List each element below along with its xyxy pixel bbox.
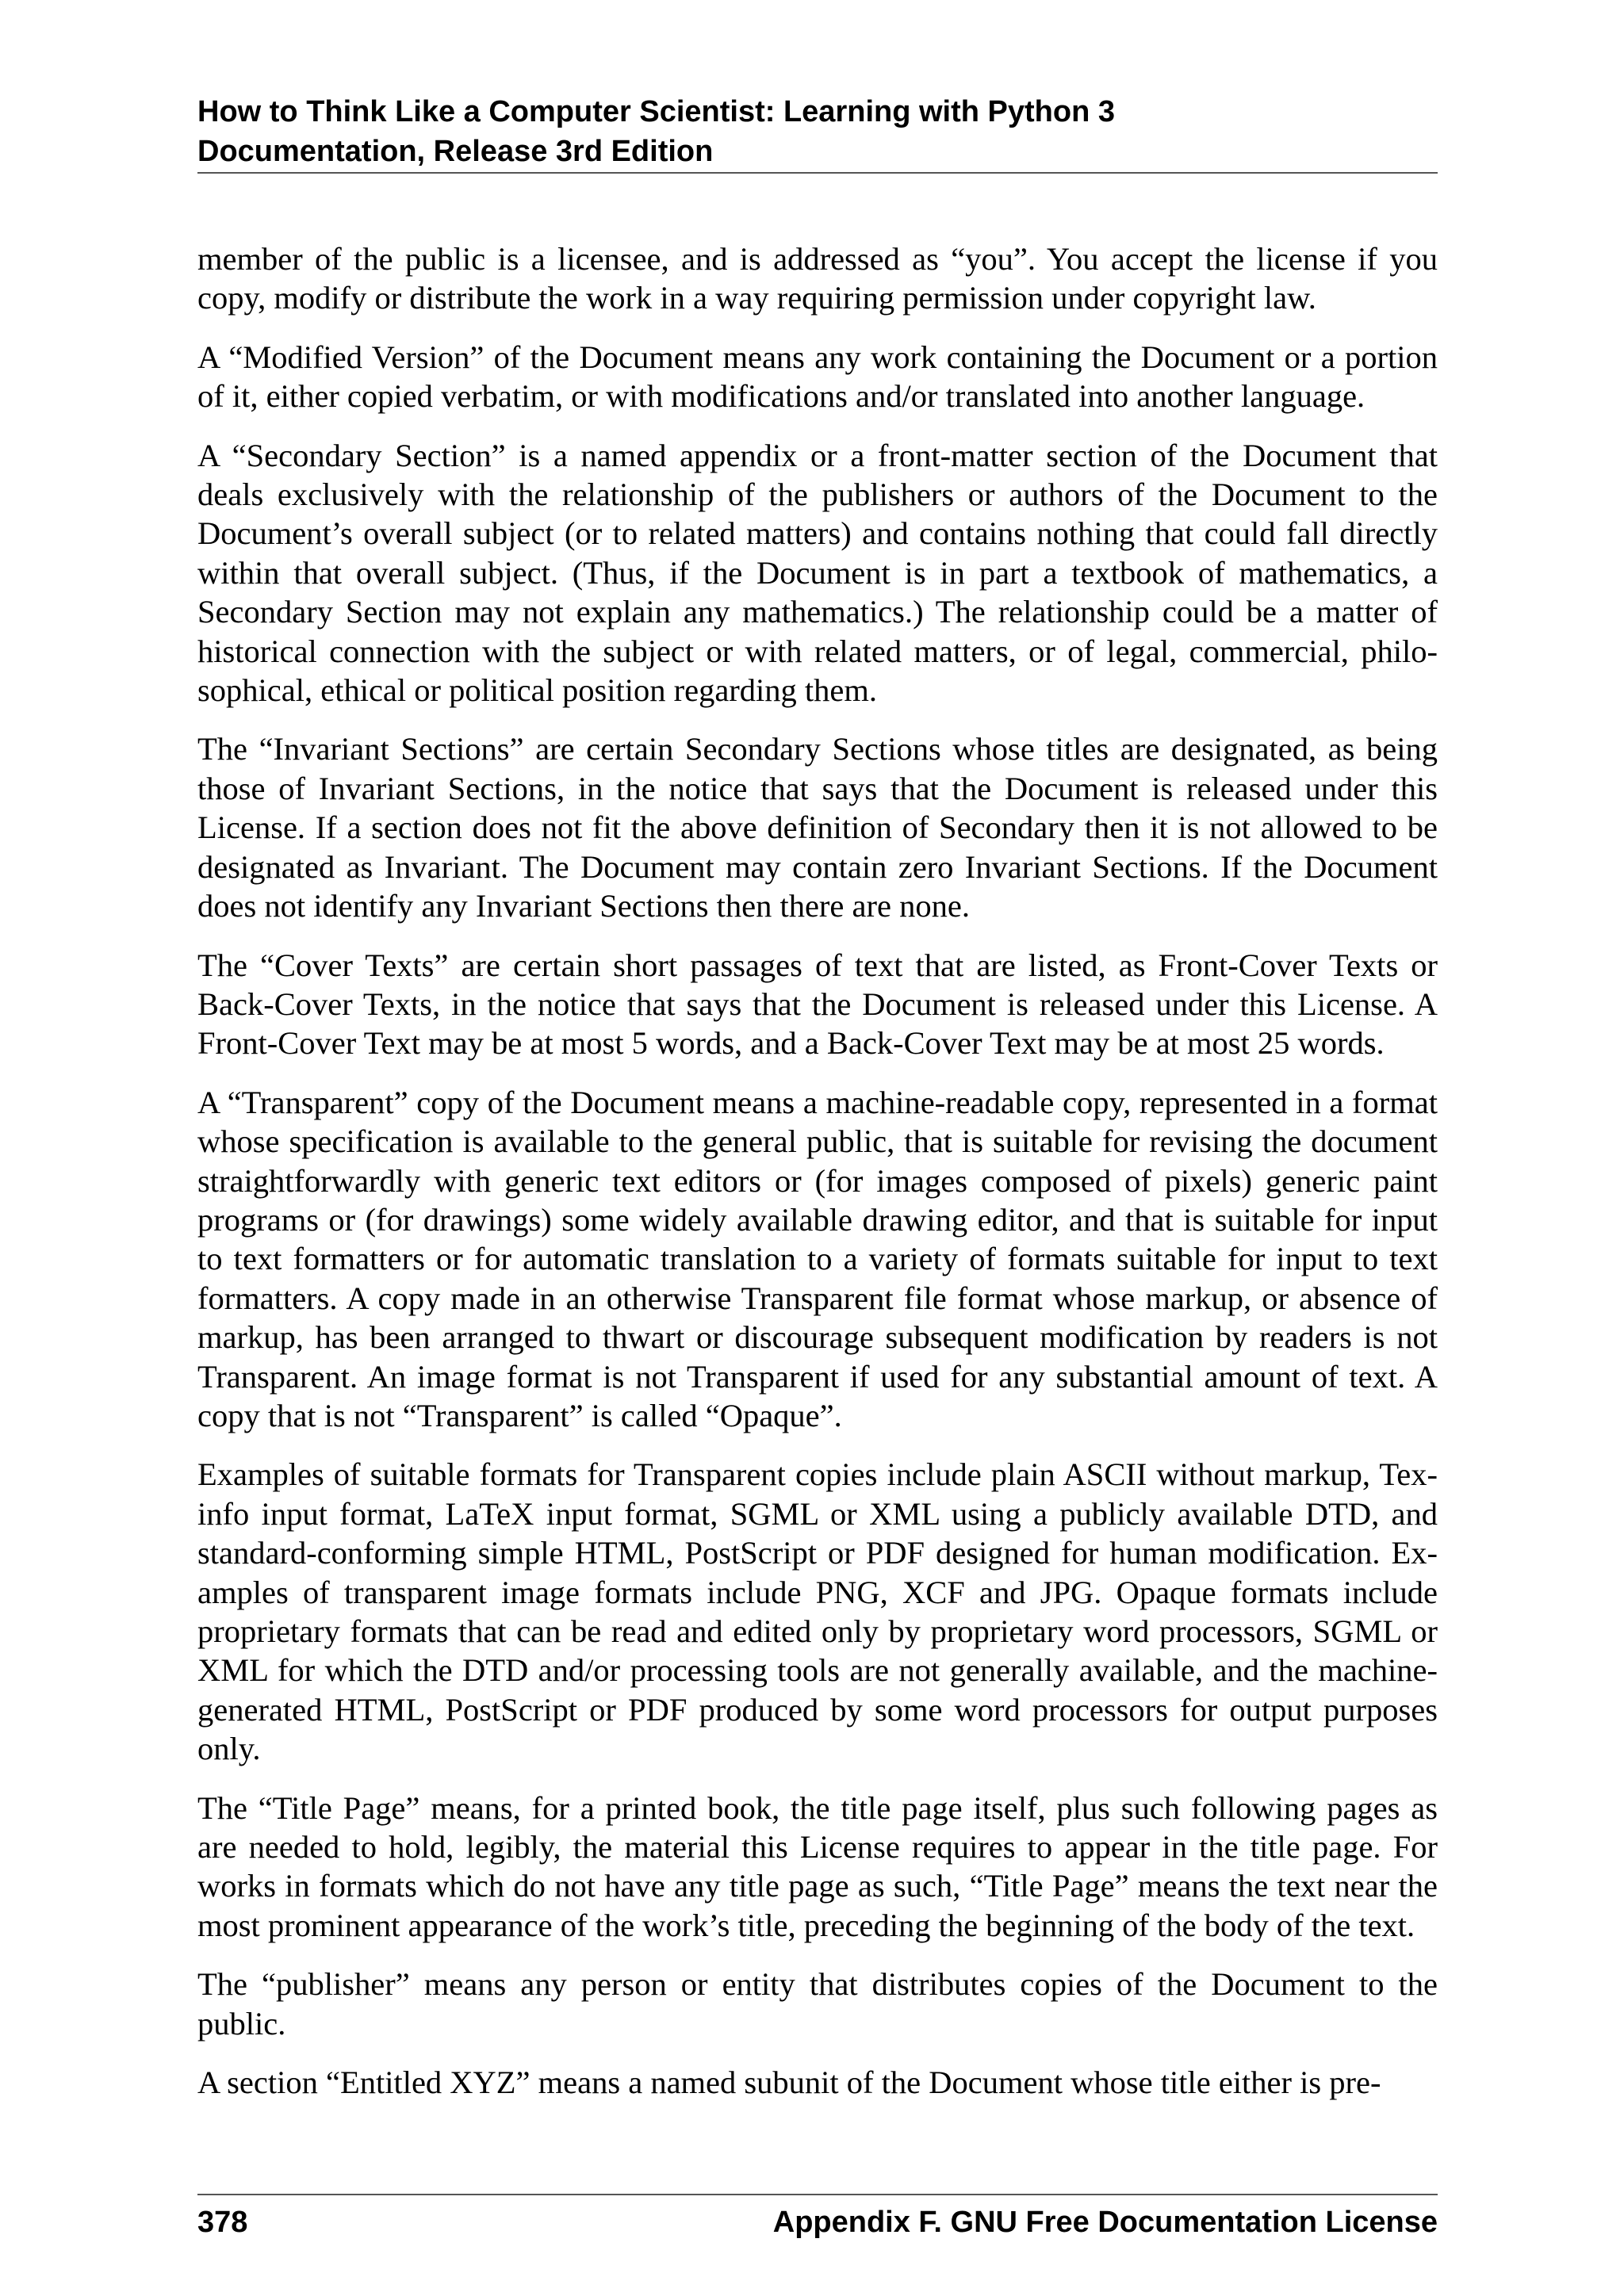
paragraph-publisher: The “publisher” means any person or entity that distributes copies of the Document to the public.	[197, 1966, 1438, 2042]
header-rule	[197, 172, 1438, 174]
paragraph-licensee: member of the public is a licensee, and is addressed as “you”. You accept the license if you copy, modify or distribute the work in a way requiring permission under copyright law.	[197, 241, 1438, 316]
page-footer	[197, 2202, 1438, 2242]
header-title-line-2: Documentation, Release 3rd Edition	[197, 135, 714, 168]
footer-rule	[197, 2194, 1438, 2195]
paragraph-formats-examples: Examples of suitable formats for Transparent copies include plain ASCII without markup, Texinfo input format, LaTeX input format, SGML or XML using a publicly available DTD, and standard-conforming simple HTML, PostScript or PDF designed for human modification. Examples of transparent image formats include PNG, XCF and JPG. Opaque formats include proprietary formats that can be read and edited only by proprietary word processors, SGML or XML for which the DTD and/or processing tools are not generally available, and the machine-generated HTML, PostScript or PDF produced by some word processors for output purposes only.	[197, 1456, 1438, 1767]
paragraph-title-page: The “Title Page” means, for a printed book, the title page itself, plus such following pages as are needed to hold, legibly, the material this License requires to appear in the title page. For works in formats which do not have any title page as such, “Title Page” means the text near the most prominent appearance of the work’s title, preceding the beginning of the body of the text.	[197, 1789, 1438, 1943]
paragraph-invariant-sections: The “Invariant Sections” are certain Secondary Sections whose titles are designated, as being those of Invariant Sections, in the notice that says that the Document is released under this License. If a section does not fit the above definition of Secondary then it is not allowed to be designated as Invariant. The Document may contain zero Invariant Sections. If the Document does not identify any Invariant Sections then there are none.	[197, 731, 1438, 924]
paragraph-entitled-xyz: A section “Entitled XYZ” means a named subunit of the Document whose title either is pre-	[197, 2064, 1381, 2101]
paragraph-secondary-section: A “Secondary Section” is a named appendix or a front-matter section of the Document that deals exclusively with the relationship of the publishers or authors of the Document to the Document’s overall subject (or to related matters) and contains nothing that could fall directly within that overall subject. (Thus, if the Document is in part a textbook of mathematics, a Secondary Section may not explain any mathematics.) The relationship could be a matter of historical connection with the subject or with related matters, or of legal, commercial, philosophical, ethical or political position regarding them.	[197, 437, 1438, 709]
footer-section-title: Appendix F. GNU Free Documentation License	[772, 2206, 1438, 2239]
body-text	[197, 239, 1438, 2122]
paragraph-cover-texts: The “Cover Texts” are certain short passages of text that are listed, as Front-Cover Texts or Back-Cover Texts, in the notice that says that the Document is released under this License. A Front-Cover Text may be at most 5 words, and a Back-Cover Text may be at most 25 words.	[197, 947, 1438, 1062]
page-number: 378	[197, 2206, 248, 2239]
paragraph-modified-version: A “Modified Version” of the Document means any work containing the Document or a portion of it, either copied verbatim, or with modifications and/or translated into another language.	[197, 339, 1438, 415]
running-header	[197, 92, 1438, 171]
header-title-line-1: How to Think Like a Computer Scientist: Learning with Python 3	[197, 95, 1115, 128]
paragraph-transparent: A “Transparent” copy of the Document means a machine-readable copy, represented in a format whose specification is available to the general public, that is suitable for revising the document straightforwardly with generic text editors or (for images composed of pixels) generic paint programs or (for drawings) some widely available drawing editor, and that is suitable for input to text formatters or for automatic translation to a variety of formats suitable for input to text formatters. A copy made in an otherwise Transparent file format whose markup, or absence of markup, has been arranged to thwart or discourage subsequent modification by readers is not Transparent. An image format is not Transparent if used for any substantial amount of text. A copy that is not “Transparent” is called “Opaque”.	[197, 1084, 1438, 1433]
